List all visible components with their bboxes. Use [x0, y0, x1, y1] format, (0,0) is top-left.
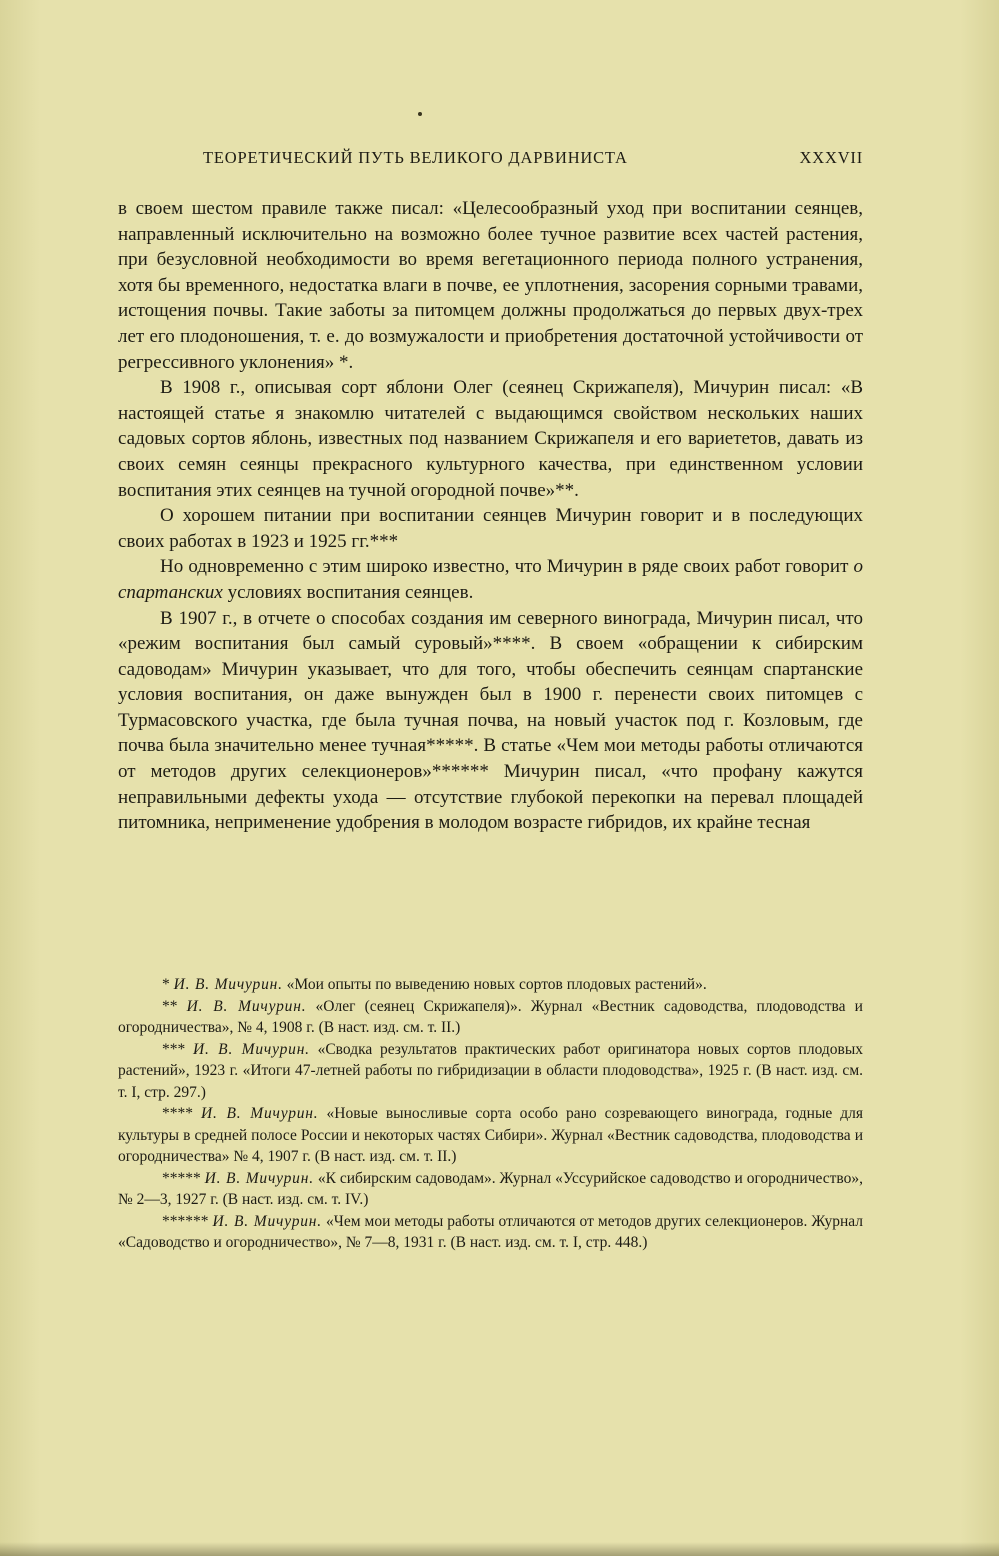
footnote-mark: * [162, 976, 170, 993]
footnote-text: «Чем мои методы работы отличаются от методов других селекционеров. Журнал «Садоводство и огородничество», № 7—8, 1931 г. (В наст. изд. см. т. I, стр. 448.) [118, 1212, 864, 1251]
paragraph: В 1908 г., описывая сорт яблони Олег (сеянец Скрижапеля), Мичурин писал: «В настоящей статье я знакомлю читателей с выдающимся свойством нескольких наших садовых сортов яблонь, известных под названием Скрижапеля и его вариететов, давать из своих семян сеянцы прекрасного культурного качества, при единственном условии воспитания этих сеянцев на тучной огородной почве»**. [118, 377, 863, 501]
footnote-text: «Олег (сеянец Скрижапеля)». Журнал «Вестник садоводства, плодоводства и огородничества», № 4, 1908 г. (В наст. изд. см. т. II.) [118, 997, 863, 1036]
footnote-text: «Сводка результатов практических работ оригинатора новых сортов плодовых растений», 1923 г. «Итоги 47-летней работы по гибридизации в области плодоводства», 1925 г. (В наст. изд. см. т. I, стр. 297.) [118, 1040, 863, 1101]
footnote-mark: ****** [162, 1212, 209, 1230]
paragraph [118, 554, 863, 605]
footnote-author: И. В. Мичурин. [186, 997, 307, 1015]
page-number: XXXVII [799, 148, 863, 167]
footnote [118, 1039, 863, 1104]
footnote-author: И. В. Мичурин. [204, 1169, 314, 1187]
footnote-mark: **** [162, 1105, 193, 1122]
running-header [203, 148, 863, 168]
footnote [118, 996, 863, 1039]
footnote-author: И. В. Мичурин. [201, 1105, 319, 1122]
ink-speck [418, 112, 422, 116]
paragraph: О хорошем питании при воспитании сеянцев Мичурин говорит и в последующих своих работах в 1923 и 1925 гг.*** [118, 505, 863, 552]
page-bottom-edge [0, 1542, 999, 1556]
footnote [118, 1168, 863, 1211]
paragraph-text: условиях воспитания сеянцев. [222, 581, 474, 603]
footnote [118, 1211, 863, 1254]
footnote-author: И. В. Мичурин. [192, 1040, 310, 1058]
footnote-author: И. В. Мичурин. [173, 976, 283, 993]
main-text [118, 196, 863, 836]
paragraph: В 1907 г., в отчете о способах создания им северного винограда, Мичурин писал, что «режим воспитания был самый суровый»****. В своем «обращении к сибирским садоводам» Мичурин указывает, что для того, чтобы обеспечить сеянцам спартанские условия воспитания, он даже вынужден был в 1900 г. перенести своих питомцев с Турмасовского участка, где была тучная почва, на новый участок под г. Козловым, где почва была значительно менее тучная*****. В статье «Чем мои методы работы отличаются от методов других селекционеров»****** Мичурин писал, «что профану кажутся неправильными дефекты ухода — отсутствие глубокой перекопки на перевал площадей питомника, неприменение удобрения в молодом возрасте гибридов, их крайне тесная [118, 607, 863, 834]
footnote-mark: ** [162, 997, 178, 1015]
footnote [118, 1103, 863, 1168]
footnote-text: «Мои опыты по выведению новых сортов плодовых растений». [286, 976, 707, 993]
footnote-mark: ***** [162, 1169, 201, 1187]
footnote-text: «Новые выносливые сорта особо рано созревающего винограда, годные для культуры в средней полосе России и некоторых частях Сибири». Журнал «Вестник садоводства, плодоводства и огородничества» № 4, 1907 г. (В наст. изд. см. т. II.) [118, 1105, 864, 1165]
paragraph-text: Но одновременно с этим широко известно, что Мичурин в ряде своих работ говорит [160, 556, 854, 578]
footnotes [118, 974, 863, 1254]
footnote [118, 974, 863, 996]
running-title: ТЕОРЕТИЧЕСКИЙ ПУТЬ ВЕЛИКОГО ДАРВИНИСТА [203, 148, 628, 167]
footnote-author: И. В. Мичурин. [212, 1212, 322, 1230]
emphasis-text: о спартанских [118, 556, 863, 603]
paragraph: в своем шестом правиле также писал: «Целесообразный уход при воспитании сеянцев, направленный исключительно на возможно более тучное развитие всех частей растения, при безусловной необходимости во время вегетационного периода полного устранения, хотя бы временного, недостатка влаги в почве, ее уплотнения, засорения сорными травами, истощения почвы. Такие заботы за питомцем должны продолжаться до первых двух-трех лет его плодоношения, т. е. до возмужалости и приобретения достаточной устойчивости от регрессивного уклонения» *. [118, 198, 863, 373]
footnote-text: «К сибирским садоводам». Журнал «Уссурийское садоводство и огородничество», № 2—3, 1927 г. (В наст. изд. см. т. IV.) [118, 1169, 864, 1208]
footnote-mark: *** [162, 1040, 186, 1058]
